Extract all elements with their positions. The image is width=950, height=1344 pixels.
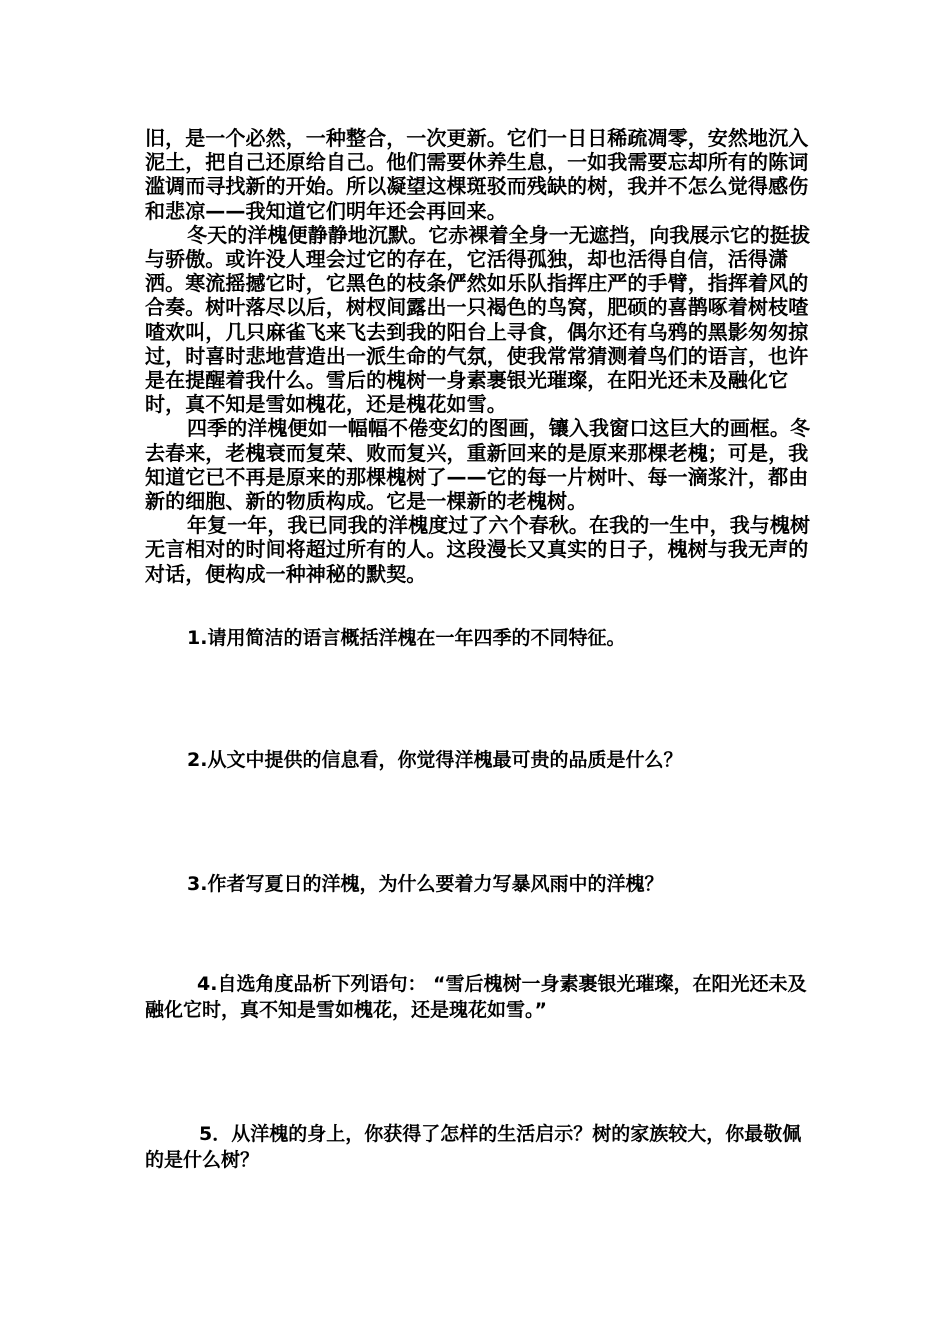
passage xyxy=(145,126,815,586)
question-4 xyxy=(145,971,815,1023)
passage-paragraph-2: 冬天的洋槐便静静地沉默。它赤裸着全身一无遮挡，向我展示它的挺拔与骄傲。或许没人理会过它的存在，它活得孤独，却也活得自信，活得潇洒。寒流摇撼它时，它黑色的枝条俨然如乐队指挥庄严的手臂，指挥着风的合奏。树叶落尽以后，树杈间露出一只褐色的鸟窝，肥硕的喜鹊啄着树枝喳喳欢叫，几只麻雀飞来飞去到我的阳台上寻食，偶尔还有乌鸦的黑影匆匆掠过，时喜时悲地营造出一派生命的气氛，使我常常猜测着鸟们的语言，也许是在提醒着我什么。雪后的槐树一身素裹银光璀璨，在阳光还未及融化它时，真不知是雪如槐花，还是槐花如雪。 xyxy=(145,222,811,417)
question-3-text: 3.作者写夏日的洋槐，为什么要着力写暴风雨中的洋槐？ xyxy=(187,873,664,895)
question-2 xyxy=(145,747,815,773)
question-1 xyxy=(145,625,815,651)
question-5 xyxy=(145,1121,815,1173)
question-5-text: 5．从洋槐的身上，你获得了怎样的生活启示？树的家族较大，你最敬佩的是什么树？ xyxy=(145,1123,802,1171)
passage-paragraph-3: 四季的洋槐便如一幅幅不倦变幻的图画，镶入我窗口这巨大的画框。冬去春来，老槐衰而复荣、败而复兴，重新回来的是原来那棵老槐；可是，我知道它已不再是原来的那棵槐树了——它的每一片树叶、每一滴浆汁，都由新的细胞、新的物质构成。它是一棵新的老槐树。 xyxy=(145,416,811,514)
passage-paragraph-4: 年复一年，我已同我的洋槐度过了六个春秋。在我的一生中，我与槐树无言相对的时间将超过所有的人。这段漫长又真实的日子，槐树与我无声的对话，便构成一种神秘的默契。 xyxy=(145,513,811,586)
question-2-text: 2.从文中提供的信息看，你觉得洋槐最可贵的品质是什么？ xyxy=(187,749,683,771)
question-4-text: 4.自选角度品析下列语句： “雪后槐树一身素裹银光璀璨，在阳光还未及融化它时，真不知是雪如槐花，还是瑰花如雪。” xyxy=(145,973,807,1021)
question-1-text: 1.请用简洁的语言概括洋槐在一年四季的不同特征。 xyxy=(187,627,626,649)
question-3 xyxy=(145,871,815,897)
passage-paragraph-1: 旧，是一个必然，一种整合，一次更新。它们一日日稀疏凋零，安然地沉入泥土，把自己还原给自己。他们需要休养生息，一如我需要忘却所有的陈词滥调而寻找新的开始。所以凝望这棵斑驳而残缺的树，我并不怎么觉得感伤和悲凉——我知道它们明年还会再回来。 xyxy=(145,126,809,223)
